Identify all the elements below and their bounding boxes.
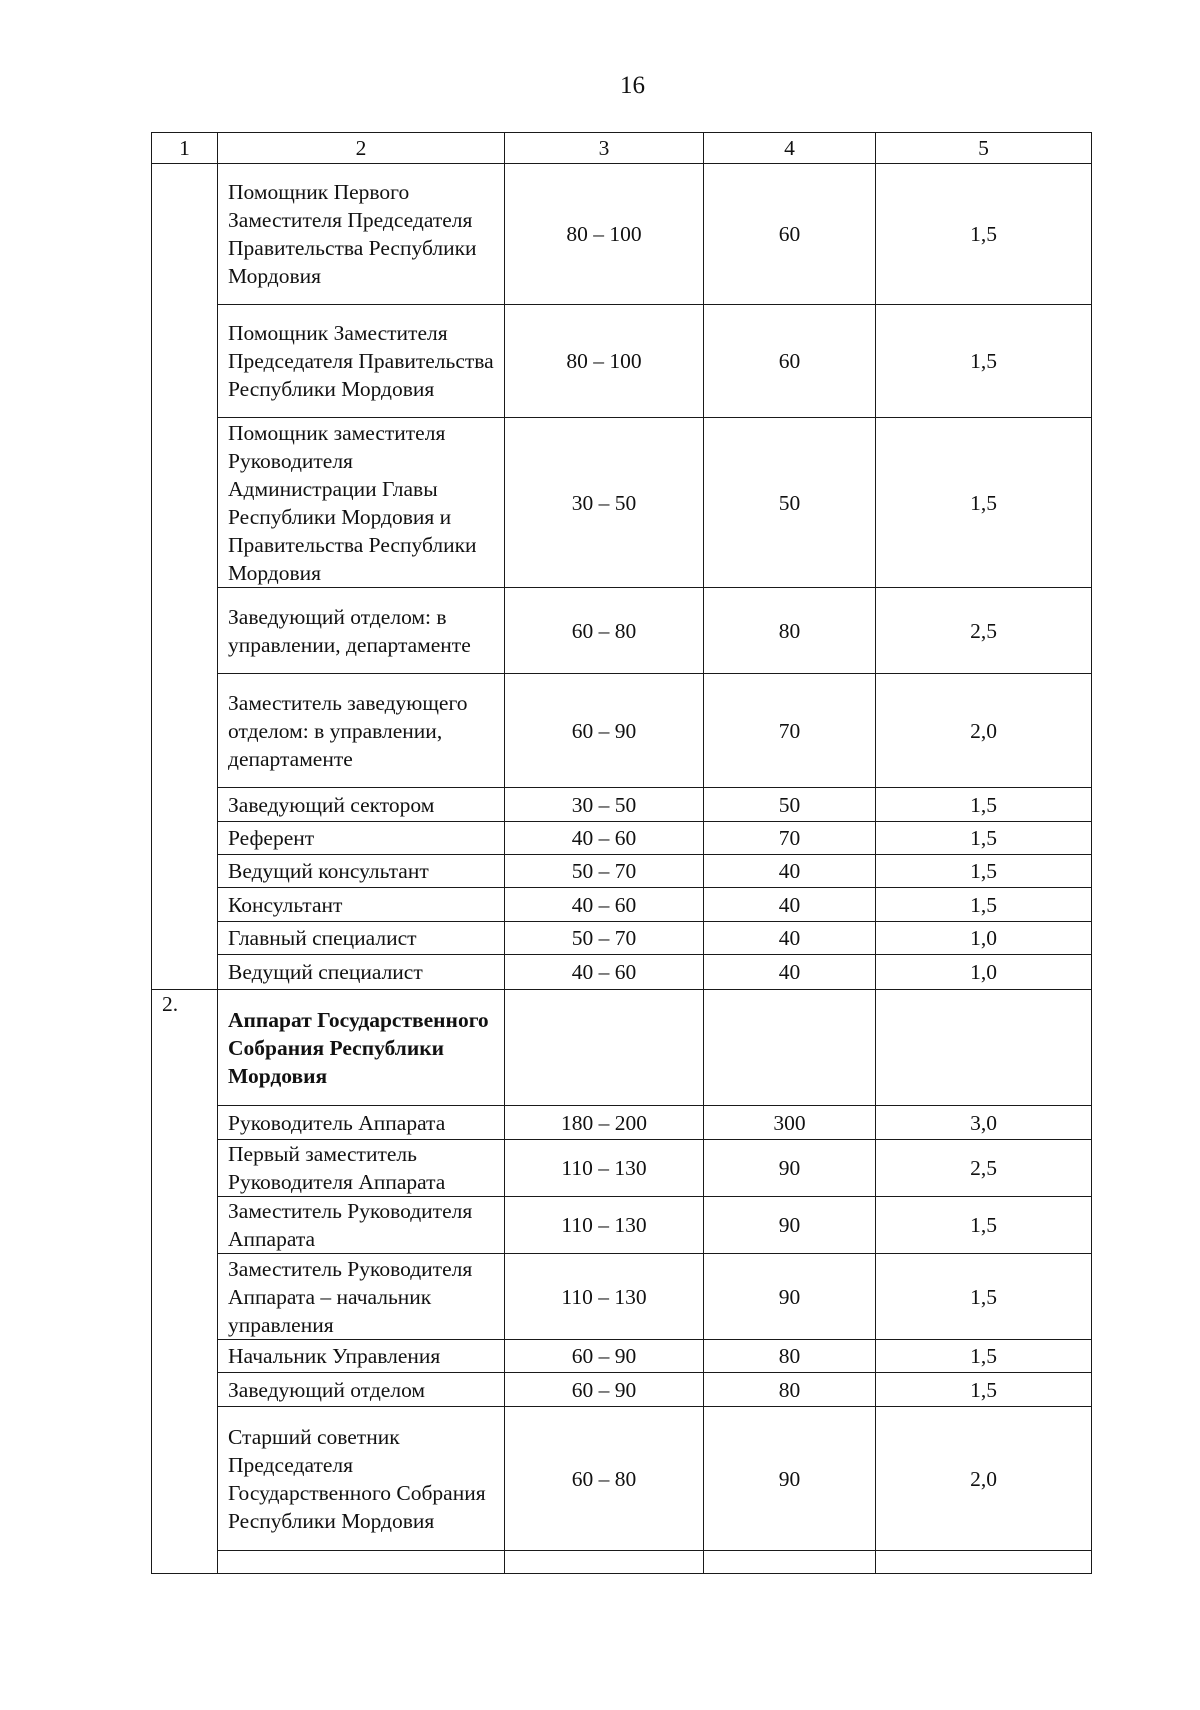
position-name: Первый заместитель Руководителя Аппарата — [218, 1140, 505, 1197]
range-value: 80 – 100 — [505, 305, 704, 418]
position-name: Заместитель Руководителя Аппарата — [218, 1197, 505, 1254]
position-name: Заместитель заведующего отделом: в управлении, департаменте — [218, 674, 505, 788]
range-value: 50 – 70 — [505, 922, 704, 955]
coefficient-value: 3,0 — [876, 1106, 1092, 1140]
column4-value: 40 — [704, 888, 876, 922]
column4-value: 80 — [704, 1373, 876, 1407]
empty-cell — [876, 1551, 1092, 1574]
position-name: Заведующий отделом: в управлении, департаменте — [218, 588, 505, 674]
table-row — [152, 674, 1092, 788]
range-value: 40 – 60 — [505, 822, 704, 855]
range-value: 30 – 50 — [505, 788, 704, 822]
table-row — [152, 1140, 1092, 1197]
section-number-cell — [152, 164, 218, 990]
range-value: 30 – 50 — [505, 418, 704, 588]
coefficient-value: 1,5 — [876, 418, 1092, 588]
section-header-row — [152, 990, 1092, 1106]
coefficient-value: 1,5 — [876, 305, 1092, 418]
range-value: 40 – 60 — [505, 888, 704, 922]
position-name: Заместитель Руководителя Аппарата – начальник управления — [218, 1254, 505, 1340]
section-title: Аппарат Государственного Собрания Республики Мордовия — [218, 990, 505, 1106]
range-value: 110 – 130 — [505, 1197, 704, 1254]
empty-cell — [218, 1551, 505, 1574]
table-row — [152, 788, 1092, 822]
column4-value: 60 — [704, 164, 876, 305]
column4-value: 50 — [704, 418, 876, 588]
range-value: 60 – 90 — [505, 1340, 704, 1373]
range-value: 110 – 130 — [505, 1140, 704, 1197]
range-value: 60 – 90 — [505, 674, 704, 788]
column4-value: 80 — [704, 1340, 876, 1373]
position-name: Главный специалист — [218, 922, 505, 955]
range-value: 80 – 100 — [505, 164, 704, 305]
column4-value: 60 — [704, 305, 876, 418]
coefficient-value: 1,5 — [876, 788, 1092, 822]
range-value: 60 – 80 — [505, 1407, 704, 1551]
salary-table — [151, 132, 1092, 1574]
coefficient-value: 1,5 — [876, 164, 1092, 305]
coefficient-value: 1,5 — [876, 855, 1092, 888]
table-row — [152, 305, 1092, 418]
position-name: Помощник Заместителя Председателя Правительства Республики Мордовия — [218, 305, 505, 418]
table-row-trailing — [152, 1551, 1092, 1574]
table-row — [152, 955, 1092, 990]
coefficient-value: 1,5 — [876, 1197, 1092, 1254]
coefficient-value: 1,5 — [876, 1254, 1092, 1340]
range-value: 50 – 70 — [505, 855, 704, 888]
coefficient-value: 1,5 — [876, 1340, 1092, 1373]
range-value: 60 – 90 — [505, 1373, 704, 1407]
empty-cell — [704, 990, 876, 1106]
header-cell: 5 — [876, 133, 1092, 164]
table-row — [152, 922, 1092, 955]
column4-value: 90 — [704, 1140, 876, 1197]
table-row — [152, 1254, 1092, 1340]
table-row — [152, 822, 1092, 855]
table-row — [152, 1106, 1092, 1140]
table-row — [152, 855, 1092, 888]
page-number: 16 — [620, 72, 645, 99]
table-row — [152, 1197, 1092, 1254]
column4-value: 90 — [704, 1254, 876, 1340]
empty-cell — [876, 990, 1092, 1106]
coefficient-value: 2,5 — [876, 1140, 1092, 1197]
coefficient-value: 1,0 — [876, 955, 1092, 990]
coefficient-value: 1,5 — [876, 1373, 1092, 1407]
column4-value: 90 — [704, 1197, 876, 1254]
position-name: Референт — [218, 822, 505, 855]
column4-value: 50 — [704, 788, 876, 822]
column4-value: 70 — [704, 674, 876, 788]
header-cell: 1 — [152, 133, 218, 164]
column4-value: 300 — [704, 1106, 876, 1140]
column4-value: 40 — [704, 955, 876, 990]
header-row — [152, 133, 1092, 164]
position-name: Старший советник Председателя Государственного Собрания Республики Мордовия — [218, 1407, 505, 1551]
table-row — [152, 164, 1092, 305]
coefficient-value: 1,5 — [876, 822, 1092, 855]
position-name: Начальник Управления — [218, 1340, 505, 1373]
column4-value: 40 — [704, 922, 876, 955]
table-row — [152, 888, 1092, 922]
column4-value: 90 — [704, 1407, 876, 1551]
header-cell: 2 — [218, 133, 505, 164]
column4-value: 80 — [704, 588, 876, 674]
table-row — [152, 1340, 1092, 1373]
empty-cell — [505, 990, 704, 1106]
position-name: Ведущий консультант — [218, 855, 505, 888]
range-value: 180 – 200 — [505, 1106, 704, 1140]
coefficient-value: 2,0 — [876, 674, 1092, 788]
coefficient-value: 1,0 — [876, 922, 1092, 955]
position-name: Руководитель Аппарата — [218, 1106, 505, 1140]
position-name: Заведующий отделом — [218, 1373, 505, 1407]
table-row — [152, 588, 1092, 674]
coefficient-value: 2,5 — [876, 588, 1092, 674]
range-value: 60 – 80 — [505, 588, 704, 674]
empty-cell — [505, 1551, 704, 1574]
empty-cell — [704, 1551, 876, 1574]
header-cell: 3 — [505, 133, 704, 164]
table-row — [152, 1407, 1092, 1551]
column4-value: 70 — [704, 822, 876, 855]
section-number: 2. — [152, 990, 218, 1574]
range-value: 110 – 130 — [505, 1254, 704, 1340]
position-name: Консультант — [218, 888, 505, 922]
coefficient-value: 1,5 — [876, 888, 1092, 922]
table-row — [152, 1373, 1092, 1407]
column4-value: 40 — [704, 855, 876, 888]
position-name: Помощник заместителя Руководителя Администрации Главы Республики Мордовия и Правительства Республики Мордовия — [218, 418, 505, 588]
range-value: 40 – 60 — [505, 955, 704, 990]
coefficient-value: 2,0 — [876, 1407, 1092, 1551]
position-name: Заведующий сектором — [218, 788, 505, 822]
table-row — [152, 418, 1092, 588]
position-name: Ведущий специалист — [218, 955, 505, 990]
header-cell: 4 — [704, 133, 876, 164]
position-name: Помощник Первого Заместителя Председателя Правительства Республики Мордовия — [218, 164, 505, 305]
